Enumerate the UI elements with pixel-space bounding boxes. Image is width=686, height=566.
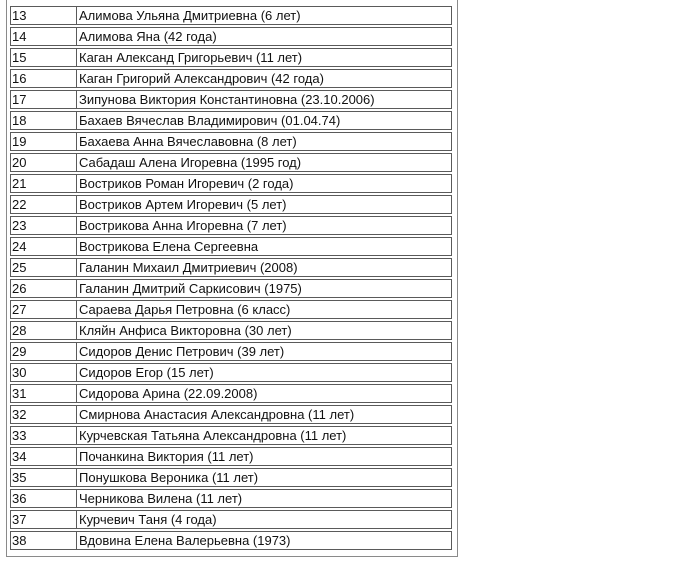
row-number: 29: [10, 342, 76, 361]
table-row: [10, 6, 452, 25]
row-name: Галанин Михаил Дмитриевич (2008): [76, 258, 452, 277]
row-name: Зипунова Виктория Константиновна (23.10.2006): [76, 90, 452, 109]
row-number: 21: [10, 174, 76, 193]
row-name: Вдовина Елена Валерьевна (1973): [76, 531, 452, 550]
row-name: Галанин Дмитрий Саркисович (1975): [76, 279, 452, 298]
table-row: [10, 195, 452, 214]
row-name: Каган Григорий Александрович (42 года): [76, 69, 452, 88]
row-number: 22: [10, 195, 76, 214]
row-name: Вострикова Елена Сергеевна: [76, 237, 452, 256]
table-row: [10, 27, 452, 46]
row-name: Сидорова Арина (22.09.2008): [76, 384, 452, 403]
table-row: [10, 216, 452, 235]
row-name: Бахаев Вячеслав Владимирович (01.04.74): [76, 111, 452, 130]
row-name: Сидоров Егор (15 лет): [76, 363, 452, 382]
row-number: 35: [10, 468, 76, 487]
row-number: 25: [10, 258, 76, 277]
row-number: 13: [10, 6, 76, 25]
row-number: 37: [10, 510, 76, 529]
table-row: [10, 153, 452, 172]
row-number: 32: [10, 405, 76, 424]
row-number: 14: [10, 27, 76, 46]
table-row: [10, 384, 452, 403]
row-number: 20: [10, 153, 76, 172]
row-number: 33: [10, 426, 76, 445]
row-number: 17: [10, 90, 76, 109]
row-number: 19: [10, 132, 76, 151]
table-row: [10, 342, 452, 361]
table-container: [6, 0, 458, 557]
row-name: Востриков Артем Игоревич (5 лет): [76, 195, 452, 214]
table-row: [10, 300, 452, 319]
row-number: 15: [10, 48, 76, 67]
row-name: Востриков Роман Игоревич (2 года): [76, 174, 452, 193]
table-row: [10, 279, 452, 298]
table-body: [10, 6, 452, 550]
table-row: [10, 363, 452, 382]
table-row: [10, 468, 452, 487]
row-name: Алимова Ульяна Дмитриевна (6 лет): [76, 6, 452, 25]
table-row: [10, 510, 452, 529]
row-name: Черникова Вилена (11 лет): [76, 489, 452, 508]
table-row: [10, 426, 452, 445]
table-row: [10, 132, 452, 151]
row-number: 28: [10, 321, 76, 340]
table-row: [10, 258, 452, 277]
row-name: Сараева Дарья Петровна (6 класс): [76, 300, 452, 319]
row-number: 31: [10, 384, 76, 403]
row-name: Понушкова Вероника (11 лет): [76, 468, 452, 487]
row-name: Курчевская Татьяна Александровна (11 лет): [76, 426, 452, 445]
row-name: Каган Александ Григорьевич (11 лет): [76, 48, 452, 67]
table-row: [10, 90, 452, 109]
table-row: [10, 405, 452, 424]
row-number: 27: [10, 300, 76, 319]
table-row: [10, 531, 452, 550]
row-number: 34: [10, 447, 76, 466]
row-number: 24: [10, 237, 76, 256]
row-number: 16: [10, 69, 76, 88]
row-name: Сидоров Денис Петрович (39 лет): [76, 342, 452, 361]
row-name: Вострикова Анна Игоревна (7 лет): [76, 216, 452, 235]
row-number: 30: [10, 363, 76, 382]
row-name: Смирнова Анастасия Александровна (11 лет): [76, 405, 452, 424]
row-name: Алимова Яна (42 года): [76, 27, 452, 46]
table-row: [10, 174, 452, 193]
table-row: [10, 69, 452, 88]
table-row: [10, 48, 452, 67]
row-name: Бахаева Анна Вячеславовна (8 лет): [76, 132, 452, 151]
table-row: [10, 489, 452, 508]
row-number: 23: [10, 216, 76, 235]
table-row: [10, 237, 452, 256]
participants-table: [10, 4, 452, 552]
row-name: Кляйн Анфиса Викторовна (30 лет): [76, 321, 452, 340]
row-name: Сабадаш Алена Игоревна (1995 год): [76, 153, 452, 172]
table-row: [10, 447, 452, 466]
row-name: Почанкина Виктория (11 лет): [76, 447, 452, 466]
row-number: 36: [10, 489, 76, 508]
row-number: 26: [10, 279, 76, 298]
table-row: [10, 111, 452, 130]
table-row: [10, 321, 452, 340]
row-number: 38: [10, 531, 76, 550]
row-number: 18: [10, 111, 76, 130]
row-name: Курчевич Таня (4 года): [76, 510, 452, 529]
